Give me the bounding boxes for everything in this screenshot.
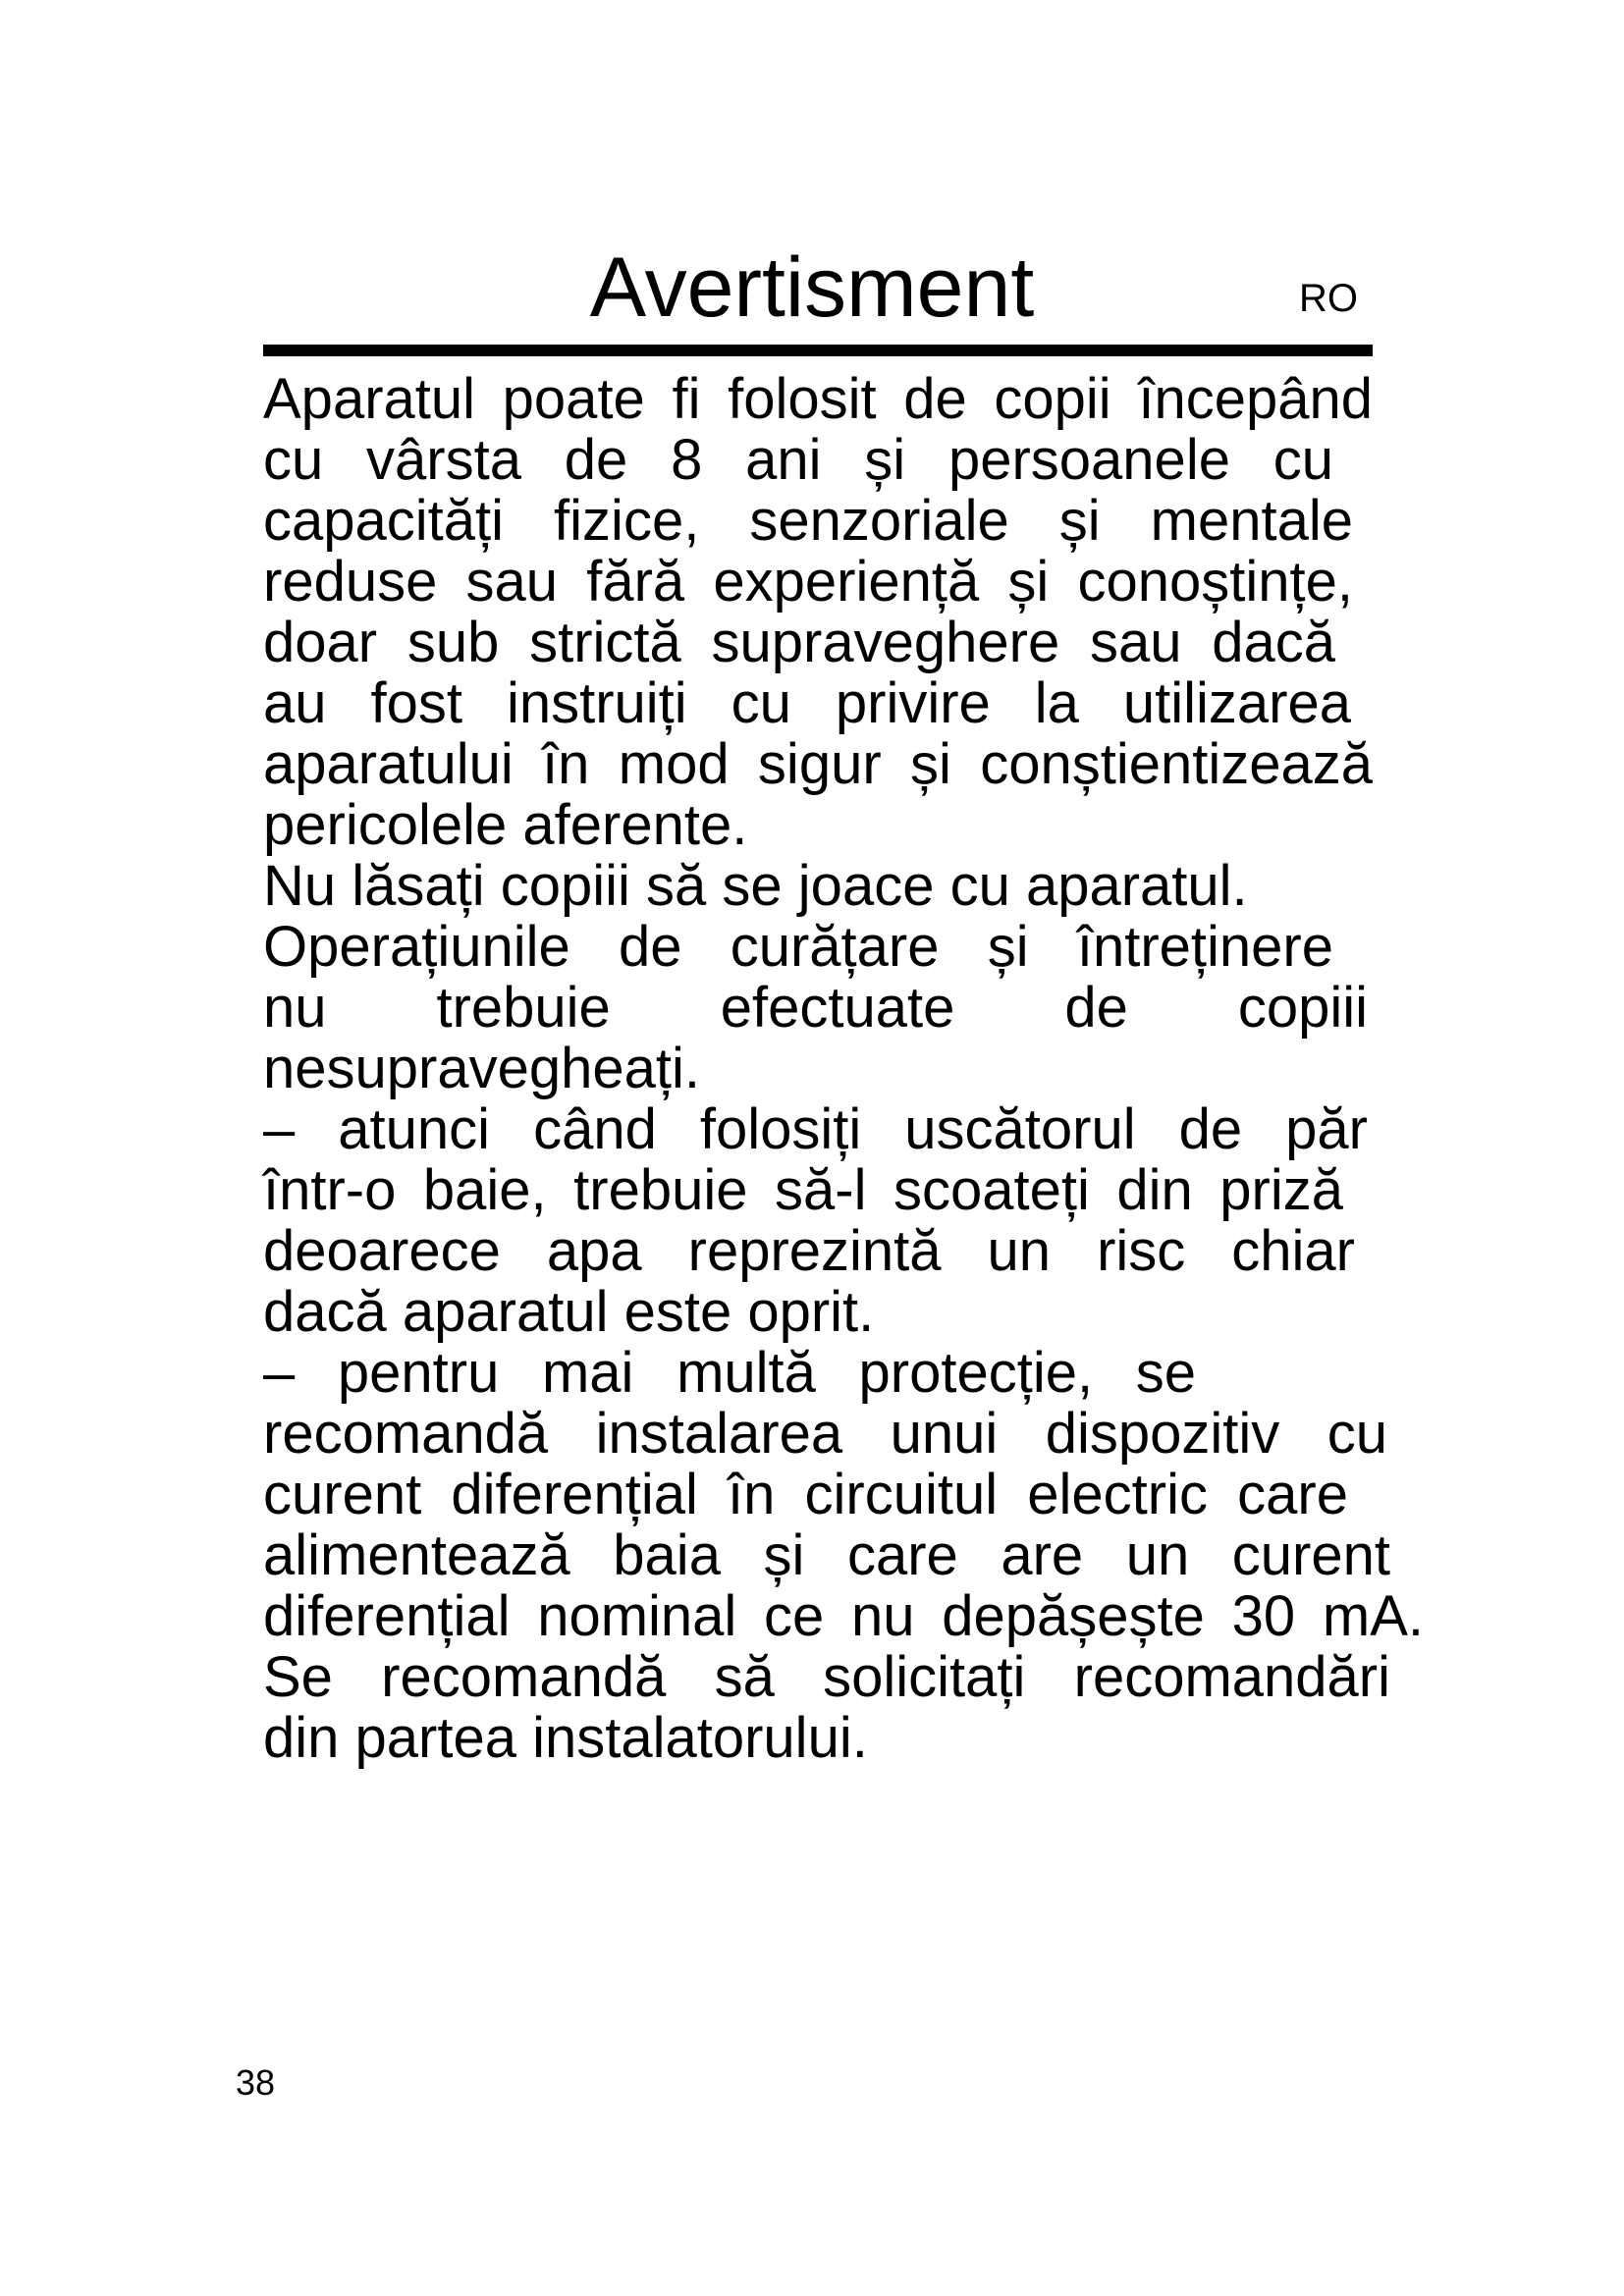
text-line: reduse sau fără experiență și conoștințe, <box>263 550 1353 614</box>
text-line: curent diferențial în circuitul electric care <box>263 1463 1348 1526</box>
text-line: recomandă instalarea unui dispozitiv cu <box>263 1402 1387 1466</box>
text-line: capacități fizice, senzoriale și mentale <box>263 489 1353 553</box>
text-line: pericolele aferente. <box>263 793 748 857</box>
title-divider <box>263 345 1373 356</box>
text-line: – pentru mai multă protecție, se <box>263 1341 1196 1405</box>
text-line: nesupravegheați. <box>263 1037 700 1100</box>
page-title: Avertisment <box>589 240 1035 335</box>
text-line: deoarece apa reprezintă un risc chiar <box>263 1219 1355 1283</box>
text-line: Aparatul poate fi folosit de copii începând <box>263 367 1373 431</box>
text-line: într-o baie, trebuie să-l scoateți din priză <box>263 1158 1343 1222</box>
page-number: 38 <box>236 2062 276 2103</box>
text-line: dacă aparatul este oprit. <box>263 1280 875 1344</box>
text-line: – atunci când folosiți uscătorul de păr <box>263 1097 1368 1161</box>
text-line: Operațiunile de curățare și întreținere <box>263 915 1333 979</box>
text-line: cu vârsta de 8 ani și persoanele cu <box>263 428 1333 492</box>
text-line: diferențial nominal ce nu depășește 30 mA. <box>263 1584 1424 1648</box>
text-line: Nu lăsați copiii să se joace cu aparatul. <box>263 854 1248 918</box>
language-code: RO <box>1299 277 1358 320</box>
text-line: alimentează baia și care are un curent <box>263 1523 1390 1587</box>
warning-text <box>263 369 1441 1769</box>
text-line: nu trebuie efectuate de copiii <box>263 976 1368 1040</box>
text-line: doar sub strictă supraveghere sau dacă <box>263 611 1335 674</box>
text-line: Se recomandă să solicitați recomandări <box>263 1645 1390 1709</box>
text-line: din partea instalatorului. <box>263 1706 868 1770</box>
text-line: au fost instruiți cu privire la utilizarea <box>263 671 1351 735</box>
text-line: aparatului în mod sigur și conștientizează <box>263 732 1373 796</box>
